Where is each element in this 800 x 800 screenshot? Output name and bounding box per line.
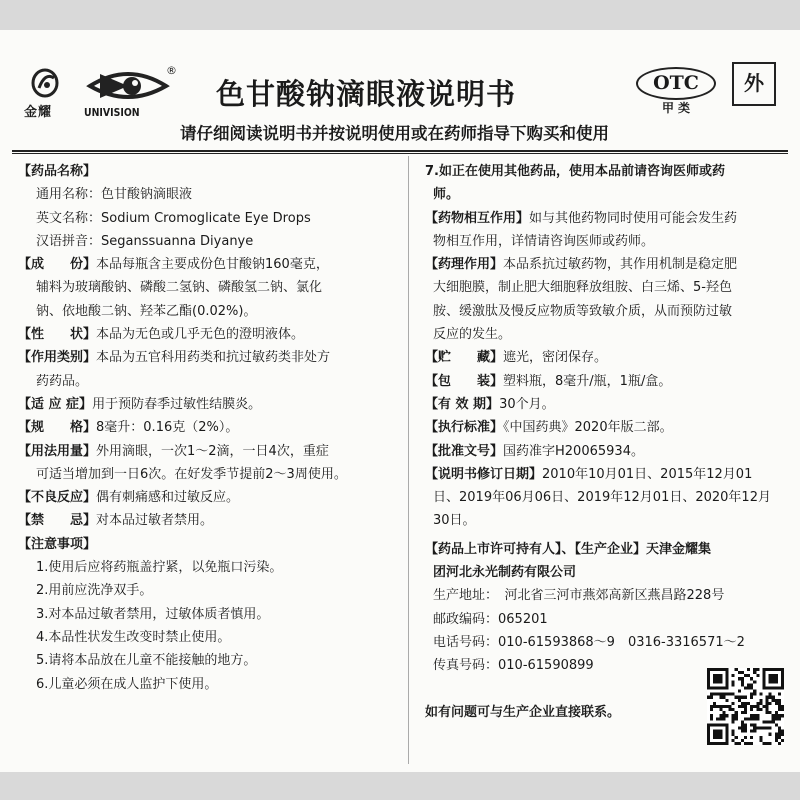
pharmacology-line: 本品系抗过敏药物，其作用机制是稳定肥 — [503, 257, 738, 273]
note-item: 4.本品性状发生改变时禁止使用。 — [36, 629, 231, 645]
pharmacology-label: 【药理作用】 — [425, 257, 504, 273]
spec-label: 【规 格】 — [18, 420, 97, 436]
jinyao-logo-icon — [30, 68, 64, 98]
adverse-text: 偶有刺痛感和过敏反应。 — [96, 490, 240, 506]
otc-badge: OTC — [636, 67, 716, 100]
contra-text: 对本品过敏者禁用。 — [96, 513, 214, 529]
eye-logo-icon — [86, 68, 170, 104]
usage-line: 可适当增加到一日6次。在好发季节提前2～3周使用。 — [36, 466, 347, 482]
header-divider — [12, 150, 788, 152]
registered-mark: ® — [166, 64, 177, 77]
pinyin-name: 汉语拼音：Seganssuanna Diyanye — [36, 233, 254, 249]
revision-line: 日、2019年06月06日、2019年12月01日、2020年12月 — [433, 490, 771, 506]
package-label: 【包 装】 — [425, 373, 504, 389]
composition-line: 辅料为玻璃酸钠、磷酸二氢钠、磷酸氢二钠、氯化 — [36, 280, 323, 296]
drug-name-label: 【药品名称】 — [18, 164, 97, 179]
contra-label: 【禁 忌】 — [18, 513, 97, 529]
jinyao-logo — [22, 68, 72, 120]
postcode: 邮政编码：065201 — [433, 611, 548, 627]
contact-note: 如有问题可与生产企业直接联系。 — [425, 704, 621, 720]
standard-text: 《中国药典》2020年版二部。 — [503, 420, 673, 436]
note-item: 3.对本品过敏者禁用，过敏体质者慎用。 — [36, 606, 270, 622]
usage-line: 外用滴眼，一次1～2滴，一日4次，重症 — [96, 443, 329, 459]
pharmacology-line: 胺、缓激肽及慢反应物质等致敏介质，从而预防过敏 — [433, 303, 733, 319]
character-text: 本品为无色或几乎无色的澄明液体。 — [96, 327, 305, 343]
adverse-label: 【不良反应】 — [18, 490, 97, 506]
spec-text: 8毫升：0.16克（2%）。 — [96, 420, 239, 436]
jinyao-logo-text: 金耀 — [24, 105, 53, 120]
holder-line: 团河北永光制药有限公司 — [433, 565, 577, 581]
column-divider — [408, 156, 409, 764]
note-item: 2.用前应洗净双手。 — [36, 583, 153, 599]
note-item: 5.请将本品放在儿童不能接触的地方。 — [36, 653, 257, 669]
header-divider-thin — [12, 153, 788, 154]
validity-text: 30个月。 — [499, 396, 555, 412]
indication-text: 用于预防春季过敏性结膜炎。 — [92, 396, 262, 412]
qr-code-icon — [707, 668, 784, 745]
univision-logo — [84, 64, 184, 120]
right-column — [425, 160, 795, 724]
holder-line: 天津金耀集 — [646, 541, 712, 557]
left-column — [18, 160, 402, 696]
otc-class-label: 甲类 — [662, 101, 695, 115]
note-item: 1.使用后应将药瓶盖拧紧，以免瓶口污染。 — [36, 560, 283, 576]
manufacturer-address: 生产地址： 河北省三河市燕郊高新区燕昌路228号 — [433, 588, 725, 604]
standard-label: 【执行标准】 — [425, 420, 504, 436]
interaction-line: 物相互作用，详情请咨询医师或药师。 — [433, 233, 655, 249]
qr-code — [707, 668, 784, 745]
indication-label: 【适 应 症】 — [18, 396, 93, 412]
external-use-badge: 外 — [732, 62, 776, 106]
approval-text: 国药准字H20065934。 — [503, 443, 644, 459]
note-item-7: 7.如正在使用其他药品，使用本品前请咨询医师或药 — [425, 164, 725, 179]
revision-line: 2010年10月01日、2015年12月01 — [542, 466, 753, 482]
category-label: 【作用类别】 — [18, 350, 97, 366]
usage-label: 【用法用量】 — [18, 443, 97, 459]
phone-numbers: 电话号码：010-61593868～9 0316-3316571～2 — [433, 634, 745, 650]
fax-number: 传真号码：010-61590899 — [433, 658, 594, 674]
pharmacology-line: 反应的发生。 — [433, 327, 512, 343]
revision-line: 30日。 — [433, 513, 476, 529]
revision-label: 【说明书修订日期】 — [425, 466, 543, 482]
holder-label: 【药品上市许可持有人】、【生产企业】 — [425, 541, 647, 557]
character-label: 【性 状】 — [18, 327, 97, 343]
storage-label: 【贮 藏】 — [425, 350, 504, 366]
generic-name: 通用名称：色甘酸钠滴眼液 — [36, 187, 193, 203]
subtitle-warning: 请仔细阅读说明书并按说明使用或在药师指导下购买和使用 — [180, 124, 609, 143]
univision-logo-text: UNIVISION — [84, 106, 140, 119]
composition-line: 本品每瓶含主要成份色甘酸钠160毫克， — [96, 257, 329, 273]
storage-text: 遮光，密闭保存。 — [503, 350, 608, 366]
category-line: 本品为五官科用药类和抗过敏药类非处方 — [96, 350, 331, 366]
notes-label: 【注意事项】 — [18, 536, 97, 552]
category-line: 药药品。 — [36, 373, 89, 389]
interaction-line: 如与其他药物同时使用可能会发生药 — [529, 210, 738, 226]
composition-line: 钠、依地酸二钠、羟苯乙酯(0.02%)。 — [36, 303, 257, 319]
interaction-label: 【药物相互作用】 — [425, 210, 530, 226]
package-text: 塑料瓶，8毫升/瓶，1瓶/盒。 — [503, 373, 672, 389]
note-item-7-cont: 师。 — [433, 187, 460, 203]
validity-label: 【有 效 期】 — [425, 396, 500, 412]
approval-label: 【批准文号】 — [425, 443, 504, 459]
page-title: 色甘酸钠滴眼液说明书 — [216, 77, 517, 111]
english-name: 英文名称：Sodium Cromoglicate Eye Drops — [36, 210, 311, 226]
pharmacology-line: 大细胞膜，制止肥大细胞释放组胺、白三烯、5-羟色 — [433, 280, 732, 296]
composition-label: 【成 份】 — [18, 257, 97, 273]
note-item: 6.儿童必须在成人监护下使用。 — [36, 676, 218, 692]
